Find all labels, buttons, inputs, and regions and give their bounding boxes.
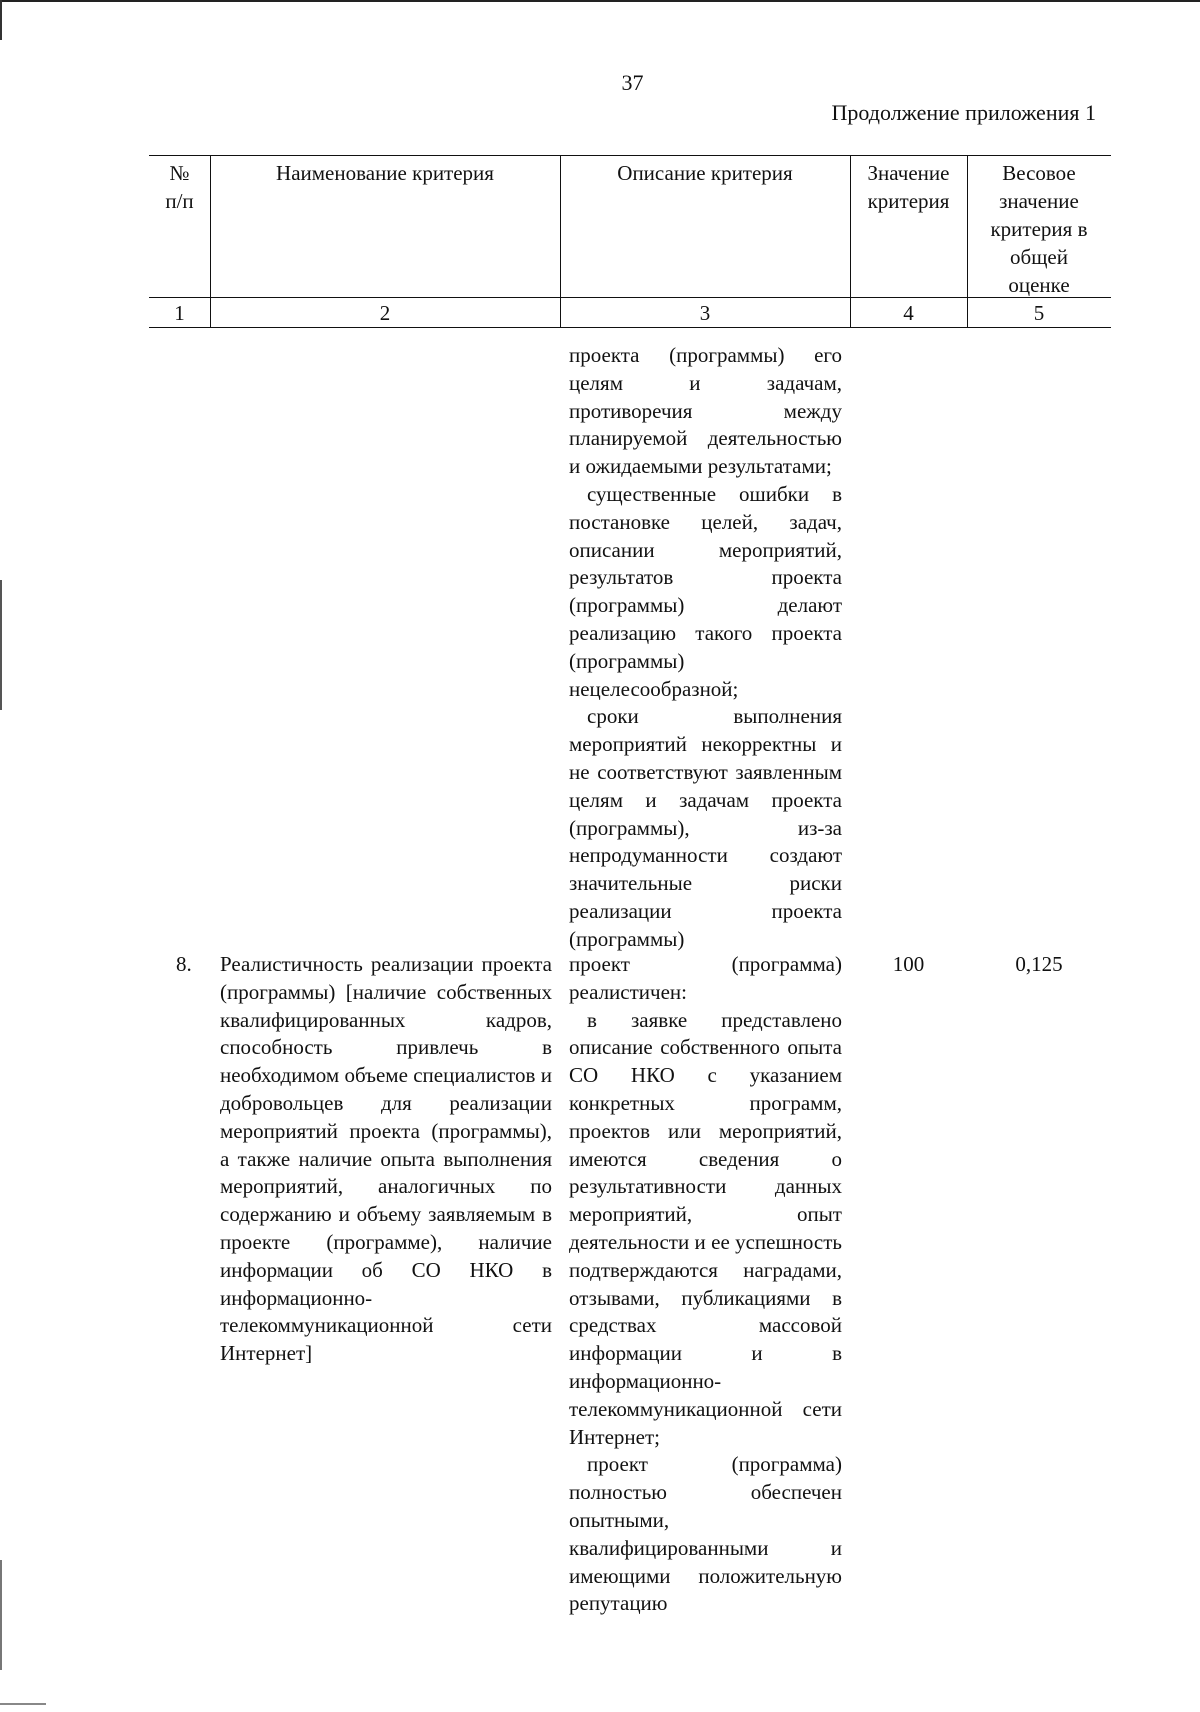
table-rule — [149, 327, 1111, 328]
table-header — [149, 155, 1111, 327]
description-paragraph: в заявке представлено описание собственного опыта СО НКО с указанием конкретных программ, проектов или мероприятий, имеются сведения о результативности данных мероприятий, опыт деятельности и ее успешность подтверждаются наградами, отзывами, публикациями в средствах массовой информации и в информационно-телекоммуникационной сети Интернет; — [569, 1007, 842, 1449]
criterion-description — [569, 951, 842, 1618]
criterion-name — [220, 951, 552, 1368]
column-number: 1 — [174, 301, 185, 325]
column-number: 5 — [1033, 301, 1045, 325]
description-paragraph: проект (программа) полностью обеспечен опытными, квалифицированными и имеющими положительную репутацию — [569, 1452, 842, 1616]
criterion-name-text: Реалистичность реализации проекта (программы) [наличие собственных квалифицированных кадров, способность привлечь в необходимом объеме специалистов и добровольцев для реализации мероприятий проекта (программы), а также наличие опыта выполнения мероприятий, аналогичных по содержанию и объему заявляемым в проекте (программе), наличие информации об СО НКО в информационно-телекоммуникационной сети Интернет] — [220, 952, 552, 1366]
page-number: 37 — [621, 70, 644, 95]
continuation-label: Продолжение приложения 1 — [831, 100, 1096, 125]
header-name: Наименование критерия — [276, 161, 494, 185]
column-number: 2 — [379, 301, 391, 325]
scan-edge-bottom — [0, 1703, 46, 1705]
row-number: 8. — [176, 952, 192, 976]
continued-description — [569, 342, 842, 954]
scan-edge-top — [0, 0, 1200, 2]
header-num: № п/п — [165, 161, 194, 213]
description-paragraph: существенные ошибки в постановке целей, задач, описании мероприятий, результатов проекта (программы) делают реализацию такого проекта (программы) нецелесообразной; — [569, 481, 842, 701]
description-paragraph: проекта (программы) его целям и задачам, противоречия между планируемой деятельностью и ожидаемыми результатами; — [569, 343, 842, 479]
description-paragraph: сроки выполнения мероприятий некорректны и не соответствуют заявленным целям и задачам проекта (программы), из-за непродуманности создают значительные риски реализации проекта (программы) — [569, 704, 842, 951]
scan-edge-left — [0, 1560, 2, 1670]
header-weight: Весовое значение критерия в общей оценке — [990, 161, 1088, 297]
description-paragraph: проект (программа) реалистичен: — [569, 952, 842, 1004]
header-description: Описание критерия — [617, 161, 793, 185]
scan-edge-left — [0, 0, 2, 40]
column-number: 4 — [903, 301, 914, 325]
criterion-weight: 0,125 — [1015, 952, 1063, 976]
scan-edge-left — [0, 580, 2, 710]
header-value: Значение критерия — [867, 161, 950, 213]
column-number: 3 — [699, 301, 711, 325]
criterion-value: 100 — [892, 952, 925, 976]
